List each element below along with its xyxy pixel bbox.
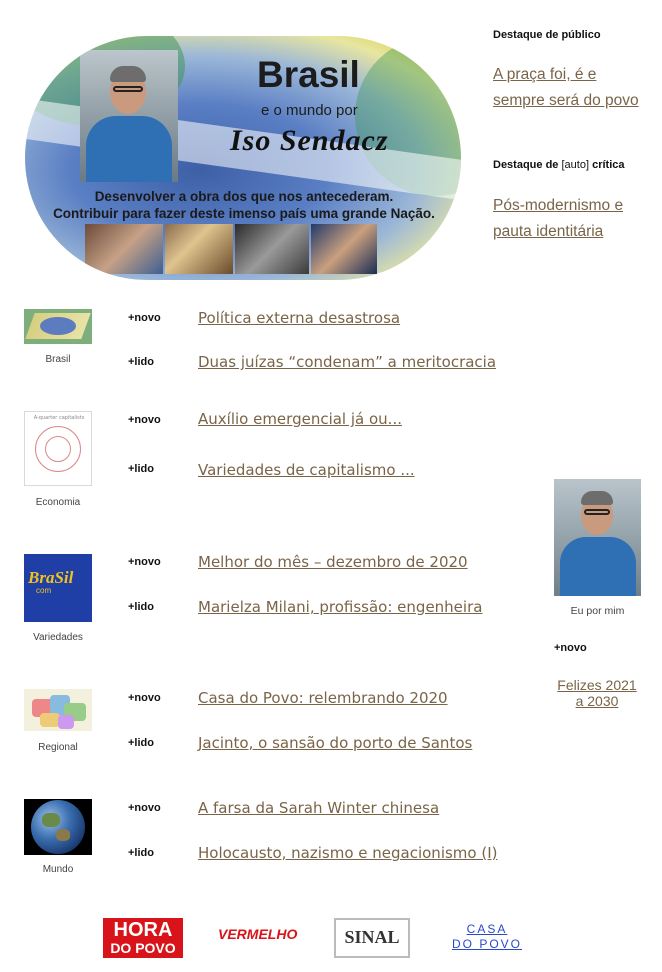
tagline-line-1: Desenvolver a obra dos que nos antecederam. <box>94 189 394 204</box>
author-portrait <box>80 50 178 182</box>
highlight-public-heading: Destaque de público <box>493 29 601 41</box>
portrait-shirt <box>86 116 172 182</box>
casa-logo-line1: CASA <box>466 922 508 936</box>
category-brasil-image[interactable] <box>24 309 92 344</box>
earth-land <box>42 813 60 827</box>
article-link-variedades-novo[interactable]: Melhor do mês – dezembro de 2020 <box>198 553 468 571</box>
article-link-variedades-lido[interactable]: Marielza Milani, profissão: engenheira <box>198 598 483 616</box>
novo-tag: +novo <box>128 556 161 568</box>
hora-do-povo-logo[interactable] <box>103 918 183 958</box>
highlight-critica-auto: [auto] <box>561 159 590 171</box>
variedades-logo-text: BraSil <box>28 568 74 587</box>
article-link-regional-lido[interactable]: Jacinto, o sansão do porto de Santos <box>198 734 473 752</box>
profile-article-link[interactable]: Felizes 2021 a 2030 <box>557 677 637 709</box>
vermelho-logo[interactable] <box>218 926 302 948</box>
lido-tag: +lido <box>128 356 154 368</box>
banner-title: Brasil <box>257 54 360 95</box>
banner-tagline <box>39 188 449 222</box>
category-brasil-label: Brasil <box>45 354 71 365</box>
header-banner <box>25 36 461 280</box>
profile-photo[interactable] <box>554 479 641 596</box>
highlight-critica-prefix: Destaque de <box>493 159 559 171</box>
novo-tag: +novo <box>128 414 161 426</box>
tagline-line-2: Contribuir para fazer deste imenso país uma grande Nação. <box>53 206 435 221</box>
lido-tag: +lido <box>128 601 154 613</box>
banner-photo-2 <box>165 224 233 274</box>
sinal-logo[interactable] <box>334 918 410 958</box>
profile-label: Eu por mim <box>570 605 625 617</box>
highlight-critica-suffix: crítica <box>592 159 625 171</box>
economia-image-title: A-quarter capitalists <box>33 415 85 421</box>
article-link-mundo-lido[interactable]: Holocausto, nazismo e negacionismo (I) <box>198 844 498 862</box>
banner-photo-3 <box>235 224 309 274</box>
profile-novo-tag: +novo <box>554 642 587 654</box>
category-variedades-image[interactable] <box>24 554 92 622</box>
sinal-logo-text: SINAL <box>344 927 400 947</box>
category-mundo-image[interactable] <box>24 799 92 855</box>
casa-logo-line2: DO POVO <box>451 937 522 951</box>
banner-author: Iso Sendacz <box>230 124 389 157</box>
lido-tag: +lido <box>128 737 154 749</box>
hora-logo-line1: HORA <box>113 919 173 941</box>
profile-shirt <box>560 537 636 596</box>
category-mundo-label: Mundo <box>42 864 74 875</box>
highlight-public-link[interactable]: A praça foi, é e sempre será do povo <box>493 66 639 109</box>
novo-tag: +novo <box>128 802 161 814</box>
article-link-brasil-lido[interactable]: Duas juízas “condenam” a meritocracia <box>198 353 497 371</box>
lido-tag: +lido <box>128 463 154 475</box>
article-link-mundo-novo[interactable]: A farsa da Sarah Winter chinesa <box>198 799 440 817</box>
category-economia-label: Economia <box>35 497 81 508</box>
banner-photo-1 <box>85 224 163 274</box>
article-link-economia-lido[interactable]: Variedades de capitalismo ... <box>198 461 415 479</box>
flag-globe <box>40 317 76 335</box>
vermelho-logo-text: VERMELHO <box>218 926 298 942</box>
hora-logo-line2: DO POVO <box>110 940 176 956</box>
profile-glasses <box>584 509 610 515</box>
article-link-regional-novo[interactable]: Casa do Povo: relembrando 2020 <box>198 689 448 707</box>
novo-tag: +novo <box>128 312 161 324</box>
portrait-glasses <box>113 86 143 92</box>
portrait-hair <box>110 66 146 82</box>
profile-hair <box>581 491 613 505</box>
highlight-critica-link[interactable]: Pós-modernismo e pauta identitária <box>493 197 624 240</box>
category-economia-image[interactable] <box>24 411 92 486</box>
article-link-economia-novo[interactable]: Auxílio emergencial já ou... <box>198 410 402 428</box>
earth-globe <box>31 800 85 854</box>
chart-circle-inner <box>45 436 71 462</box>
article-link-brasil-novo[interactable]: Política externa desastrosa <box>198 309 401 327</box>
casa-do-povo-logo[interactable] <box>448 922 526 952</box>
map-region <box>58 715 74 729</box>
earth-land <box>56 829 70 841</box>
lido-tag: +lido <box>128 847 154 859</box>
highlight-critica-heading <box>493 159 625 171</box>
banner-photo-4 <box>311 224 377 274</box>
novo-tag: +novo <box>128 692 161 704</box>
map-region <box>40 713 60 727</box>
category-variedades-label: Variedades <box>33 632 83 643</box>
category-regional-image[interactable] <box>24 689 92 731</box>
category-regional-label: Regional <box>38 742 78 753</box>
banner-subtitle: e o mundo por <box>261 102 358 119</box>
variedades-logo-sub: com <box>36 586 52 595</box>
